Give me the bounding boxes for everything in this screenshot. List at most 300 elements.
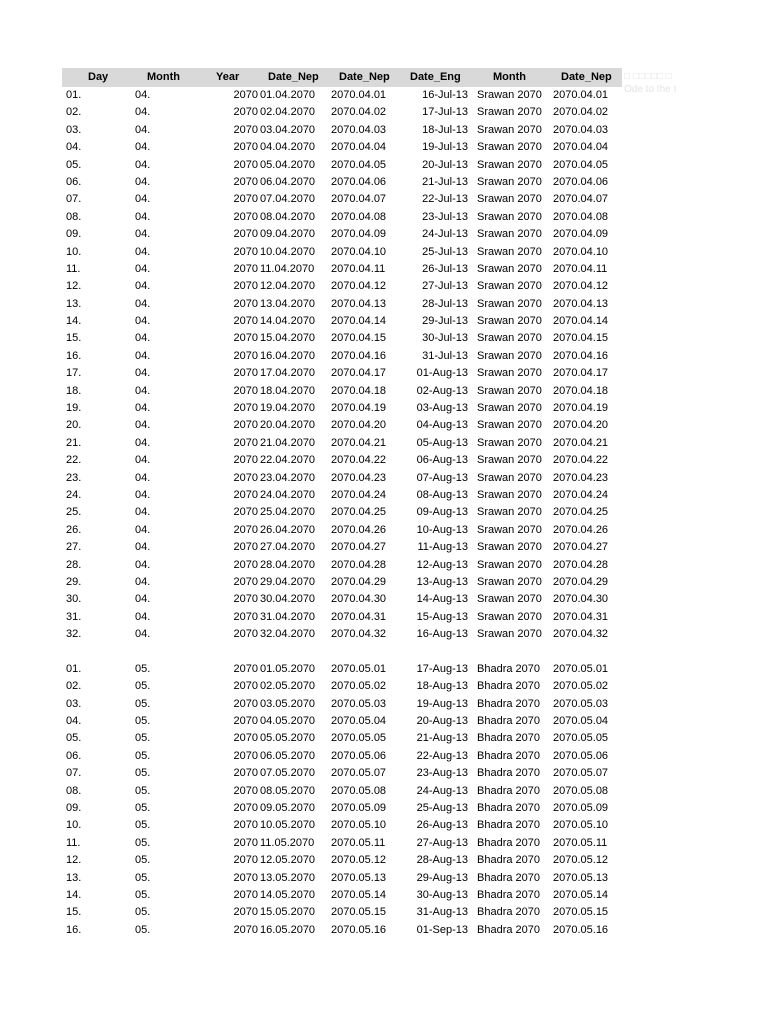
cell-month[interactable]: 04. [135,123,151,136]
cell-date-nep-3[interactable]: 2070.04.04 [553,141,609,154]
cell-date-nep-1[interactable]: 32.04.2070 [260,628,316,641]
cell-date-nep-1[interactable]: 08.04.2070 [260,210,316,223]
cell-day[interactable]: 21. [66,436,82,449]
cell-date-nep-3[interactable]: 2070.05.14 [553,888,609,901]
cell-year[interactable]: 2070 [233,332,258,345]
cell-date-nep-2[interactable]: 2070.04.03 [331,123,387,136]
cell-date-nep-2[interactable]: 2070.04.02 [331,106,387,119]
cell-month-name[interactable]: Srawan 2070 [477,210,542,223]
cell-date-eng[interactable]: 04-Aug-13 [416,419,468,432]
cell-date-nep-2[interactable]: 2070.04.10 [331,245,387,258]
cell-date-nep-2[interactable]: 2070.05.12 [331,854,387,867]
cell-date-nep-3[interactable]: 2070.04.32 [553,628,609,641]
cell-month-name[interactable]: Bhadra 2070 [477,749,540,762]
cell-date-nep-1[interactable]: 04.05.2070 [260,715,316,728]
cell-month-name[interactable]: Srawan 2070 [477,384,542,397]
cell-month-name[interactable]: Bhadra 2070 [477,871,540,884]
cell-month-name[interactable]: Srawan 2070 [477,228,542,241]
cell-date-nep-2[interactable]: 2070.04.07 [331,193,387,206]
cell-day[interactable]: 11. [66,262,81,275]
cell-year[interactable]: 2070 [233,245,258,258]
cell-year[interactable]: 2070 [233,784,258,797]
cell-date-eng[interactable]: 15-Aug-13 [416,610,468,623]
cell-date-eng[interactable]: 07-Aug-13 [416,471,468,484]
cell-year[interactable]: 2070 [233,749,258,762]
cell-month-name[interactable]: Srawan 2070 [477,402,542,415]
cell-date-nep-3[interactable]: 2070.04.11 [553,262,608,275]
cell-date-eng[interactable]: 01-Sep-13 [416,923,468,936]
cell-date-nep-3[interactable]: 2070.05.03 [553,697,609,710]
cell-month[interactable]: 04. [135,506,151,519]
cell-year[interactable]: 2070 [233,384,258,397]
cell-date-nep-2[interactable]: 2070.05.09 [331,802,387,815]
cell-month-name[interactable]: Srawan 2070 [477,593,542,606]
cell-day[interactable]: 24. [66,488,82,501]
cell-date-nep-1[interactable]: 12.04.2070 [260,280,316,293]
cell-month[interactable]: 04. [135,367,151,380]
cell-month-name[interactable]: Srawan 2070 [477,262,542,275]
cell-date-nep-1[interactable]: 27.04.2070 [260,541,316,554]
cell-year[interactable]: 2070 [233,854,258,867]
cell-year[interactable]: 2070 [233,175,258,188]
cell-date-eng[interactable]: 23-Aug-13 [416,767,468,780]
cell-month[interactable]: 04. [135,575,151,588]
cell-month-name[interactable]: Srawan 2070 [477,349,542,362]
cell-month[interactable]: 04. [135,593,151,606]
cell-date-nep-1[interactable]: 09.04.2070 [260,228,316,241]
cell-date-nep-1[interactable]: 17.04.2070 [260,367,316,380]
cell-day[interactable]: 16. [66,349,82,362]
cell-date-nep-3[interactable]: 2070.04.12 [553,280,609,293]
cell-month[interactable]: 04. [135,488,151,501]
cell-month[interactable]: 04. [135,436,151,449]
cell-year[interactable]: 2070 [233,141,258,154]
cell-year[interactable]: 2070 [233,575,258,588]
cell-date-nep-2[interactable]: 2070.04.32 [331,628,387,641]
cell-date-nep-1[interactable]: 21.04.2070 [260,436,316,449]
cell-date-eng[interactable]: 21-Aug-13 [416,732,468,745]
cell-date-nep-3[interactable]: 2070.05.10 [553,819,609,832]
cell-month-name[interactable]: Bhadra 2070 [477,784,540,797]
cell-date-eng[interactable]: 09-Aug-13 [416,506,468,519]
cell-date-nep-1[interactable]: 28.04.2070 [260,558,316,571]
cell-month-name[interactable]: Srawan 2070 [477,245,542,258]
cell-day[interactable]: 15. [66,906,82,919]
cell-month[interactable]: 04. [135,262,151,275]
cell-date-nep-3[interactable]: 2070.04.16 [553,349,609,362]
cell-date-eng[interactable]: 02-Aug-13 [416,384,468,397]
cell-date-nep-2[interactable]: 2070.05.01 [331,662,387,675]
cell-date-eng[interactable]: 28-Jul-13 [422,297,468,310]
cell-date-nep-2[interactable]: 2070.05.10 [331,819,387,832]
header-month-name[interactable]: Month [493,71,526,83]
cell-month-name[interactable]: Srawan 2070 [477,488,542,501]
cell-date-nep-3[interactable]: 2070.04.24 [553,488,609,501]
cell-month-name[interactable]: Bhadra 2070 [477,662,540,675]
cell-date-nep-1[interactable]: 10.04.2070 [260,245,316,258]
cell-day[interactable]: 10. [66,245,82,258]
cell-month-name[interactable]: Bhadra 2070 [477,680,540,693]
cell-day[interactable]: 16. [66,923,82,936]
cell-month[interactable]: 04. [135,523,151,536]
cell-date-nep-2[interactable]: 2070.04.04 [331,141,387,154]
cell-month[interactable]: 05. [135,697,151,710]
cell-date-nep-3[interactable]: 2070.04.17 [553,367,609,380]
cell-date-nep-1[interactable]: 04.04.2070 [260,141,316,154]
cell-month[interactable]: 04. [135,158,151,171]
cell-date-nep-2[interactable]: 2070.04.24 [331,488,387,501]
cell-date-nep-3[interactable]: 2070.05.15 [553,906,609,919]
cell-month-name[interactable]: Srawan 2070 [477,575,542,588]
cell-date-eng[interactable]: 06-Aug-13 [416,454,468,467]
cell-date-eng[interactable]: 27-Jul-13 [422,280,468,293]
cell-date-nep-1[interactable]: 11.05.2070 [260,836,315,849]
cell-month-name[interactable]: Bhadra 2070 [477,732,540,745]
cell-date-eng[interactable]: 17-Jul-13 [422,106,468,119]
cell-date-nep-1[interactable]: 03.04.2070 [260,123,316,136]
cell-month-name[interactable]: Srawan 2070 [477,175,542,188]
cell-date-nep-1[interactable]: 13.04.2070 [260,297,316,310]
cell-date-nep-3[interactable]: 2070.05.06 [553,749,609,762]
cell-date-eng[interactable]: 14-Aug-13 [416,593,468,606]
cell-date-eng[interactable]: 29-Aug-13 [416,871,468,884]
cell-date-nep-2[interactable]: 2070.04.26 [331,523,387,536]
cell-date-eng[interactable]: 03-Aug-13 [416,402,468,415]
cell-month-name[interactable]: Srawan 2070 [477,106,542,119]
cell-date-eng[interactable]: 26-Jul-13 [422,262,468,275]
cell-date-nep-3[interactable]: 2070.04.08 [553,210,609,223]
cell-date-nep-3[interactable]: 2070.04.15 [553,332,609,345]
header-date-nep-1[interactable]: Date_Nep [268,71,319,83]
cell-date-nep-3[interactable]: 2070.04.02 [553,106,609,119]
cell-day[interactable]: 15. [66,332,82,345]
cell-day[interactable]: 31. [66,610,82,623]
cell-date-nep-2[interactable]: 2070.04.19 [331,402,387,415]
cell-date-nep-3[interactable]: 2070.04.13 [553,297,609,310]
cell-date-nep-2[interactable]: 2070.05.15 [331,906,387,919]
cell-year[interactable]: 2070 [233,558,258,571]
cell-month[interactable]: 05. [135,732,151,745]
cell-month-name[interactable]: Bhadra 2070 [477,888,540,901]
cell-year[interactable]: 2070 [233,836,258,849]
cell-date-nep-3[interactable]: 2070.04.26 [553,523,609,536]
cell-date-nep-2[interactable]: 2070.05.08 [331,784,387,797]
cell-date-nep-2[interactable]: 2070.05.03 [331,697,387,710]
cell-day[interactable]: 04. [66,715,82,728]
cell-month[interactable]: 05. [135,749,151,762]
cell-date-nep-2[interactable]: 2070.04.09 [331,228,387,241]
cell-date-nep-2[interactable]: 2070.05.06 [331,749,387,762]
cell-date-eng[interactable]: 16-Jul-13 [422,89,468,101]
cell-year[interactable]: 2070 [233,906,258,919]
cell-date-nep-1[interactable]: 07.04.2070 [260,193,316,206]
cell-month[interactable]: 04. [135,210,151,223]
cell-month-name[interactable]: Srawan 2070 [477,141,542,154]
cell-date-nep-2[interactable]: 2070.05.16 [331,923,387,936]
cell-month[interactable]: 05. [135,836,151,849]
header-date-eng[interactable]: Date_Eng [410,71,461,83]
cell-date-nep-1[interactable]: 15.04.2070 [260,332,316,345]
cell-date-nep-1[interactable]: 30.04.2070 [260,593,316,606]
cell-month[interactable]: 04. [135,280,151,293]
cell-day[interactable]: 05. [66,158,82,171]
cell-month-name[interactable]: Srawan 2070 [477,506,542,519]
cell-month-name[interactable]: Srawan 2070 [477,628,542,641]
cell-day[interactable]: 01. [66,89,82,101]
cell-date-nep-2[interactable]: 2070.05.11 [331,836,386,849]
cell-date-nep-3[interactable]: 2070.04.21 [553,436,609,449]
cell-month-name[interactable]: Bhadra 2070 [477,697,540,710]
cell-day[interactable]: 09. [66,228,82,241]
cell-day[interactable]: 13. [66,297,82,310]
cell-month-name[interactable]: Srawan 2070 [477,541,542,554]
cell-year[interactable]: 2070 [233,123,258,136]
cell-date-nep-2[interactable]: 2070.04.30 [331,593,387,606]
cell-date-nep-1[interactable]: 14.05.2070 [260,888,316,901]
cell-month[interactable]: 04. [135,628,151,641]
cell-date-nep-3[interactable]: 2070.04.19 [553,402,609,415]
cell-date-eng[interactable]: 25-Jul-13 [422,245,468,258]
cell-date-nep-2[interactable]: 2070.04.15 [331,332,387,345]
cell-year[interactable]: 2070 [233,506,258,519]
header-year[interactable]: Year [216,71,240,83]
cell-date-nep-3[interactable]: 2070.04.28 [553,558,609,571]
cell-day[interactable]: 10. [66,819,82,832]
cell-date-nep-3[interactable]: 2070.05.04 [553,715,609,728]
cell-month[interactable]: 04. [135,541,151,554]
cell-date-nep-3[interactable]: 2070.05.05 [553,732,609,745]
cell-date-eng[interactable]: 31-Aug-13 [416,906,468,919]
cell-year[interactable]: 2070 [233,402,258,415]
cell-date-nep-2[interactable]: 2070.04.29 [331,575,387,588]
cell-date-nep-1[interactable]: 02.05.2070 [260,680,316,693]
cell-date-eng[interactable]: 18-Jul-13 [422,123,468,136]
cell-year[interactable]: 2070 [233,697,258,710]
cell-year[interactable]: 2070 [233,488,258,501]
cell-month[interactable]: 04. [135,141,151,154]
cell-date-eng[interactable]: 31-Jul-13 [422,349,468,362]
cell-date-nep-1[interactable]: 24.04.2070 [260,488,316,501]
cell-date-nep-3[interactable]: 2070.04.27 [553,541,609,554]
cell-date-nep-2[interactable]: 2070.04.21 [331,436,387,449]
cell-month[interactable]: 04. [135,175,151,188]
cell-year[interactable]: 2070 [233,471,258,484]
cell-date-nep-2[interactable]: 2070.05.02 [331,680,387,693]
cell-month-name[interactable]: Srawan 2070 [477,471,542,484]
cell-date-nep-3[interactable]: 2070.05.16 [553,923,609,936]
cell-day[interactable]: 30. [66,593,82,606]
cell-date-nep-3[interactable]: 2070.04.01 [553,89,609,101]
cell-date-nep-3[interactable]: 2070.04.07 [553,193,609,206]
cell-month[interactable]: 05. [135,715,151,728]
cell-month[interactable]: 05. [135,767,151,780]
cell-date-nep-2[interactable]: 2070.04.25 [331,506,387,519]
cell-month-name[interactable]: Srawan 2070 [477,193,542,206]
cell-year[interactable]: 2070 [233,819,258,832]
cell-day[interactable]: 25. [66,506,82,519]
cell-day[interactable]: 07. [66,767,82,780]
cell-month-name[interactable]: Srawan 2070 [477,523,542,536]
cell-date-eng[interactable]: 26-Aug-13 [416,819,468,832]
cell-month[interactable]: 05. [135,854,151,867]
cell-day[interactable]: 20. [66,419,82,432]
cell-date-nep-1[interactable]: 01.05.2070 [260,662,316,675]
cell-date-nep-1[interactable]: 12.05.2070 [260,854,316,867]
cell-year[interactable]: 2070 [233,280,258,293]
cell-year[interactable]: 2070 [233,419,258,432]
cell-year[interactable]: 2070 [233,871,258,884]
cell-date-nep-3[interactable]: 2070.04.10 [553,245,609,258]
cell-month[interactable]: 04. [135,384,151,397]
cell-month-name[interactable]: Bhadra 2070 [477,923,540,936]
cell-month-name[interactable]: Srawan 2070 [477,454,542,467]
cell-date-eng[interactable]: 24-Aug-13 [416,784,468,797]
cell-month[interactable]: 04. [135,454,151,467]
cell-date-nep-2[interactable]: 2070.04.27 [331,541,387,554]
cell-month-name[interactable]: Bhadra 2070 [477,715,540,728]
cell-year[interactable]: 2070 [233,802,258,815]
cell-year[interactable]: 2070 [233,262,258,275]
cell-date-nep-2[interactable]: 2070.04.14 [331,315,387,328]
cell-year[interactable]: 2070 [233,228,258,241]
cell-date-nep-2[interactable]: 2070.05.07 [331,767,387,780]
cell-day[interactable]: 04. [66,141,82,154]
cell-date-nep-3[interactable]: 2070.05.11 [553,836,608,849]
cell-date-nep-1[interactable]: 26.04.2070 [260,523,316,536]
cell-day[interactable]: 02. [66,680,82,693]
cell-day[interactable]: 19. [66,402,82,415]
cell-month-name[interactable]: Bhadra 2070 [477,767,540,780]
cell-date-eng[interactable]: 24-Jul-13 [422,228,468,241]
cell-day[interactable]: 32. [66,628,82,641]
cell-day[interactable]: 09. [66,802,82,815]
cell-month[interactable]: 04. [135,297,151,310]
cell-date-nep-1[interactable]: 19.04.2070 [260,402,316,415]
cell-date-eng[interactable]: 20-Jul-13 [422,158,468,171]
cell-day[interactable]: 13. [66,871,82,884]
cell-date-nep-3[interactable]: 2070.04.09 [553,228,609,241]
cell-month[interactable]: 05. [135,680,151,693]
cell-month[interactable]: 04. [135,332,151,345]
cell-date-nep-3[interactable]: 2070.04.14 [553,315,609,328]
cell-month[interactable]: 05. [135,888,151,901]
cell-year[interactable]: 2070 [233,436,258,449]
cell-month-name[interactable]: Srawan 2070 [477,123,542,136]
cell-year[interactable]: 2070 [233,523,258,536]
blank-row[interactable] [62,644,622,661]
cell-date-nep-2[interactable]: 2070.04.18 [331,384,387,397]
cell-year[interactable]: 2070 [233,541,258,554]
cell-month[interactable]: 05. [135,923,151,936]
header-day[interactable]: Day [88,71,109,83]
cell-date-nep-1[interactable]: 20.04.2070 [260,419,316,432]
cell-month-name[interactable]: Srawan 2070 [477,367,542,380]
cell-year[interactable]: 2070 [233,106,258,119]
cell-date-eng[interactable]: 10-Aug-13 [416,523,468,536]
cell-month[interactable]: 04. [135,89,151,101]
cell-date-nep-1[interactable]: 08.05.2070 [260,784,316,797]
cell-day[interactable]: 22. [66,454,82,467]
cell-date-nep-1[interactable]: 11.04.2070 [260,262,315,275]
cell-date-nep-2[interactable]: 2070.04.20 [331,419,387,432]
cell-year[interactable]: 2070 [233,193,258,206]
cell-year[interactable]: 2070 [233,315,258,328]
cell-day[interactable]: 03. [66,697,82,710]
cell-date-nep-3[interactable]: 2070.05.12 [553,854,609,867]
cell-month[interactable]: 05. [135,871,151,884]
cell-date-eng[interactable]: 29-Jul-13 [422,315,468,328]
cell-date-nep-1[interactable]: 31.04.2070 [260,610,316,623]
cell-month-name[interactable]: Srawan 2070 [477,297,542,310]
cell-date-nep-3[interactable]: 2070.05.13 [553,871,609,884]
cell-month-name[interactable]: Bhadra 2070 [477,854,540,867]
cell-date-nep-1[interactable]: 09.05.2070 [260,802,316,815]
cell-day[interactable]: 11. [66,836,81,849]
cell-date-eng[interactable]: 05-Aug-13 [416,436,468,449]
cell-date-nep-3[interactable]: 2070.04.30 [553,593,609,606]
cell-year[interactable]: 2070 [233,89,258,101]
cell-date-nep-3[interactable]: 2070.04.25 [553,506,609,519]
cell-day[interactable]: 17. [66,367,82,380]
cell-day[interactable]: 05. [66,732,82,745]
cell-month[interactable]: 05. [135,662,151,675]
cell-date-nep-3[interactable]: 2070.05.08 [553,784,609,797]
cell-day[interactable]: 18. [66,384,82,397]
cell-date-nep-1[interactable]: 05.05.2070 [260,732,316,745]
cell-day[interactable]: 26. [66,523,82,536]
cell-day[interactable]: 14. [66,315,82,328]
cell-year[interactable]: 2070 [233,680,258,693]
header-month[interactable]: Month [147,71,180,83]
cell-date-nep-1[interactable]: 16.04.2070 [260,349,316,362]
cell-date-nep-2[interactable]: 2070.04.01 [331,89,387,101]
cell-date-nep-1[interactable]: 18.04.2070 [260,384,316,397]
cell-month[interactable]: 04. [135,315,151,328]
cell-month-name[interactable]: Srawan 2070 [477,89,542,101]
cell-year[interactable]: 2070 [233,628,258,641]
cell-date-eng[interactable]: 30-Aug-13 [416,888,468,901]
cell-date-nep-2[interactable]: 2070.04.12 [331,280,387,293]
cell-date-eng[interactable]: 11-Aug-13 [417,541,468,554]
cell-day[interactable]: 06. [66,749,82,762]
cell-month-name[interactable]: Bhadra 2070 [477,906,540,919]
cell-date-nep-3[interactable]: 2070.05.09 [553,802,609,815]
cell-date-nep-1[interactable]: 06.05.2070 [260,749,316,762]
cell-year[interactable]: 2070 [233,610,258,623]
cell-date-nep-1[interactable]: 06.04.2070 [260,175,316,188]
cell-date-nep-1[interactable]: 07.05.2070 [260,767,316,780]
cell-year[interactable]: 2070 [233,767,258,780]
cell-month-name[interactable]: Bhadra 2070 [477,819,540,832]
cell-month-name[interactable]: Srawan 2070 [477,280,542,293]
cell-year[interactable]: 2070 [233,732,258,745]
cell-date-nep-2[interactable]: 2070.05.05 [331,732,387,745]
cell-month-name[interactable]: Srawan 2070 [477,332,542,345]
cell-month[interactable]: 04. [135,419,151,432]
cell-month[interactable]: 04. [135,610,151,623]
cell-year[interactable]: 2070 [233,715,258,728]
cell-date-nep-2[interactable]: 2070.04.05 [331,158,387,171]
cell-date-nep-3[interactable]: 2070.04.05 [553,158,609,171]
cell-year[interactable]: 2070 [233,923,258,936]
cell-date-nep-1[interactable]: 13.05.2070 [260,871,316,884]
cell-date-eng[interactable]: 30-Jul-13 [422,332,468,345]
cell-date-nep-3[interactable]: 2070.04.20 [553,419,609,432]
cell-date-eng[interactable]: 12-Aug-13 [416,558,468,571]
cell-month-name[interactable]: Srawan 2070 [477,158,542,171]
cell-month[interactable]: 04. [135,106,151,119]
cell-month-name[interactable]: Srawan 2070 [477,558,542,571]
